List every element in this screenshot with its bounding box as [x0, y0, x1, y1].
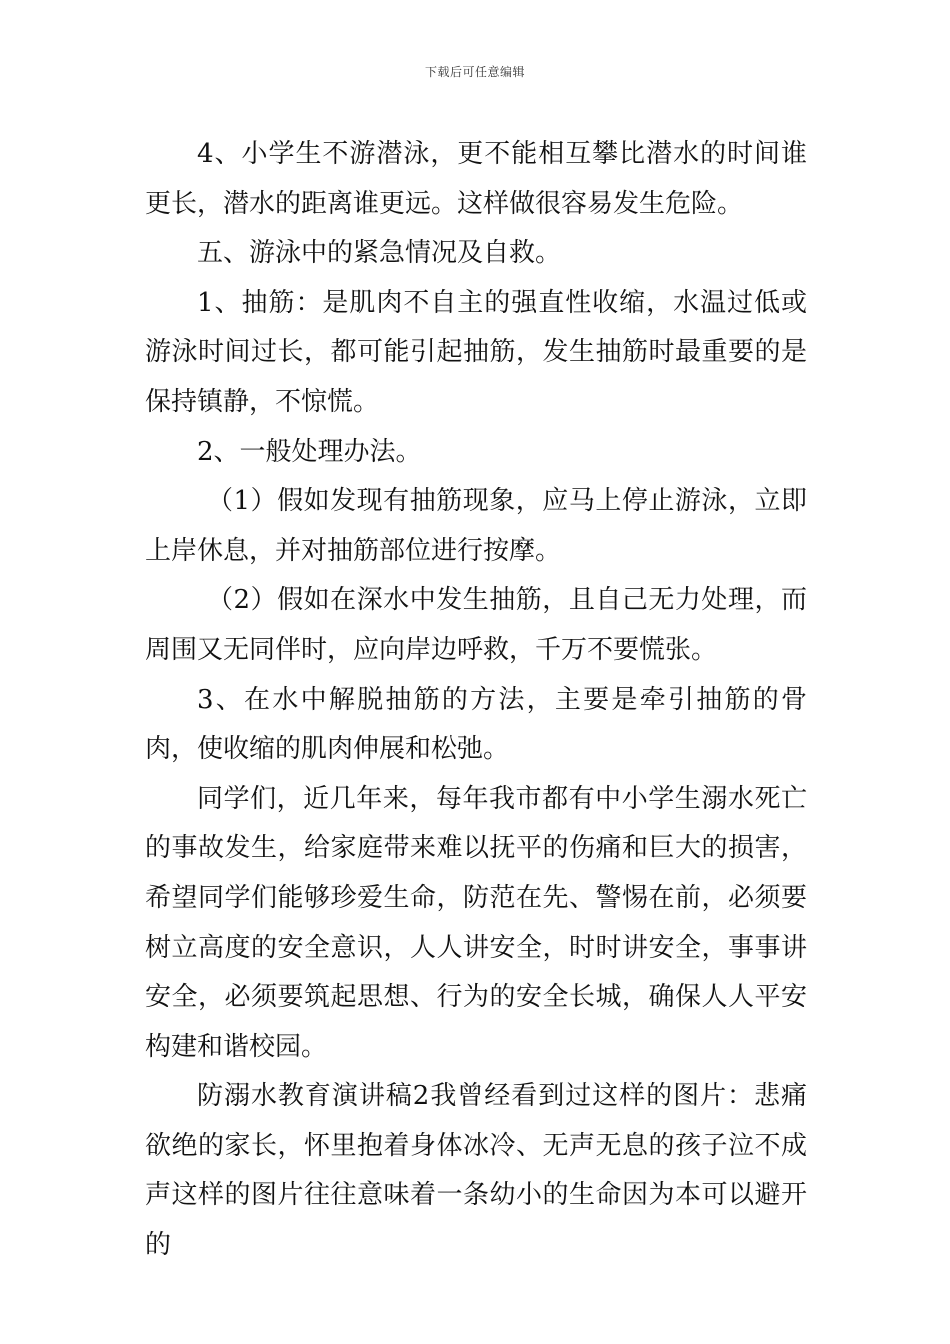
paragraph-diving-rule: 4、小学生不游潜泳，更不能相互攀比潜水的时间谁更长，潜水的距离谁更远。这样做很容易发生危险。 [145, 139, 807, 219]
document-body [145, 130, 807, 1271]
paragraph-general-handling: 2、一般处理办法。 [197, 436, 422, 467]
paragraph-cramp-definition: 1、抽筋：是肌肉不自主的强直性收缩，水温过低或游泳时间过长，都可能引起抽筋，发生抽筋时最重要的是保持镇静，不惊慌。 [145, 287, 807, 417]
paragraph-section-five-heading: 五、游泳中的紧急情况及自救。 [197, 238, 562, 269]
paragraph-speech-two-intro: 防溺水教育演讲稿2我曾经看到过这样的图片：悲痛欲绝的家长，怀里抱着身体冰冷、无声无息的孩子泣不成声这样的图片往往意味着一条幼小的生命因为本可以避开的 [145, 1081, 807, 1261]
paragraph-release-cramp-method: 3、在水中解脱抽筋的方法，主要是牵引抽筋的骨肉，使收缩的肌肉伸展和松弛。 [145, 684, 807, 765]
paragraph-handling-item-2: （2）假如在深水中发生抽筋，且自己无力处理，而周围又无同伴时，应向岸边呼救，千万不要慌张。 [145, 585, 807, 665]
paragraph-safety-appeal: 同学们，近几年来，每年我市都有中小学生溺水死亡的事故发生，给家庭带来难以抚平的伤痛和巨大的损害，希望同学们能够珍爱生命，防范在先、警惕在前，必须要树立高度的安全意识，人人讲安全，时时讲安全，事事讲安全，必须要筑起思想、行为的安全长城，确保人人平安构建和谐校园。 [145, 783, 807, 1062]
page-header: 下载后可任意编辑 [424, 65, 525, 79]
paragraph-handling-item-1: （1）假如发现有抽筋现象，应马上停止游泳，立即上岸休息，并对抽筋部位进行按摩。 [145, 486, 807, 566]
